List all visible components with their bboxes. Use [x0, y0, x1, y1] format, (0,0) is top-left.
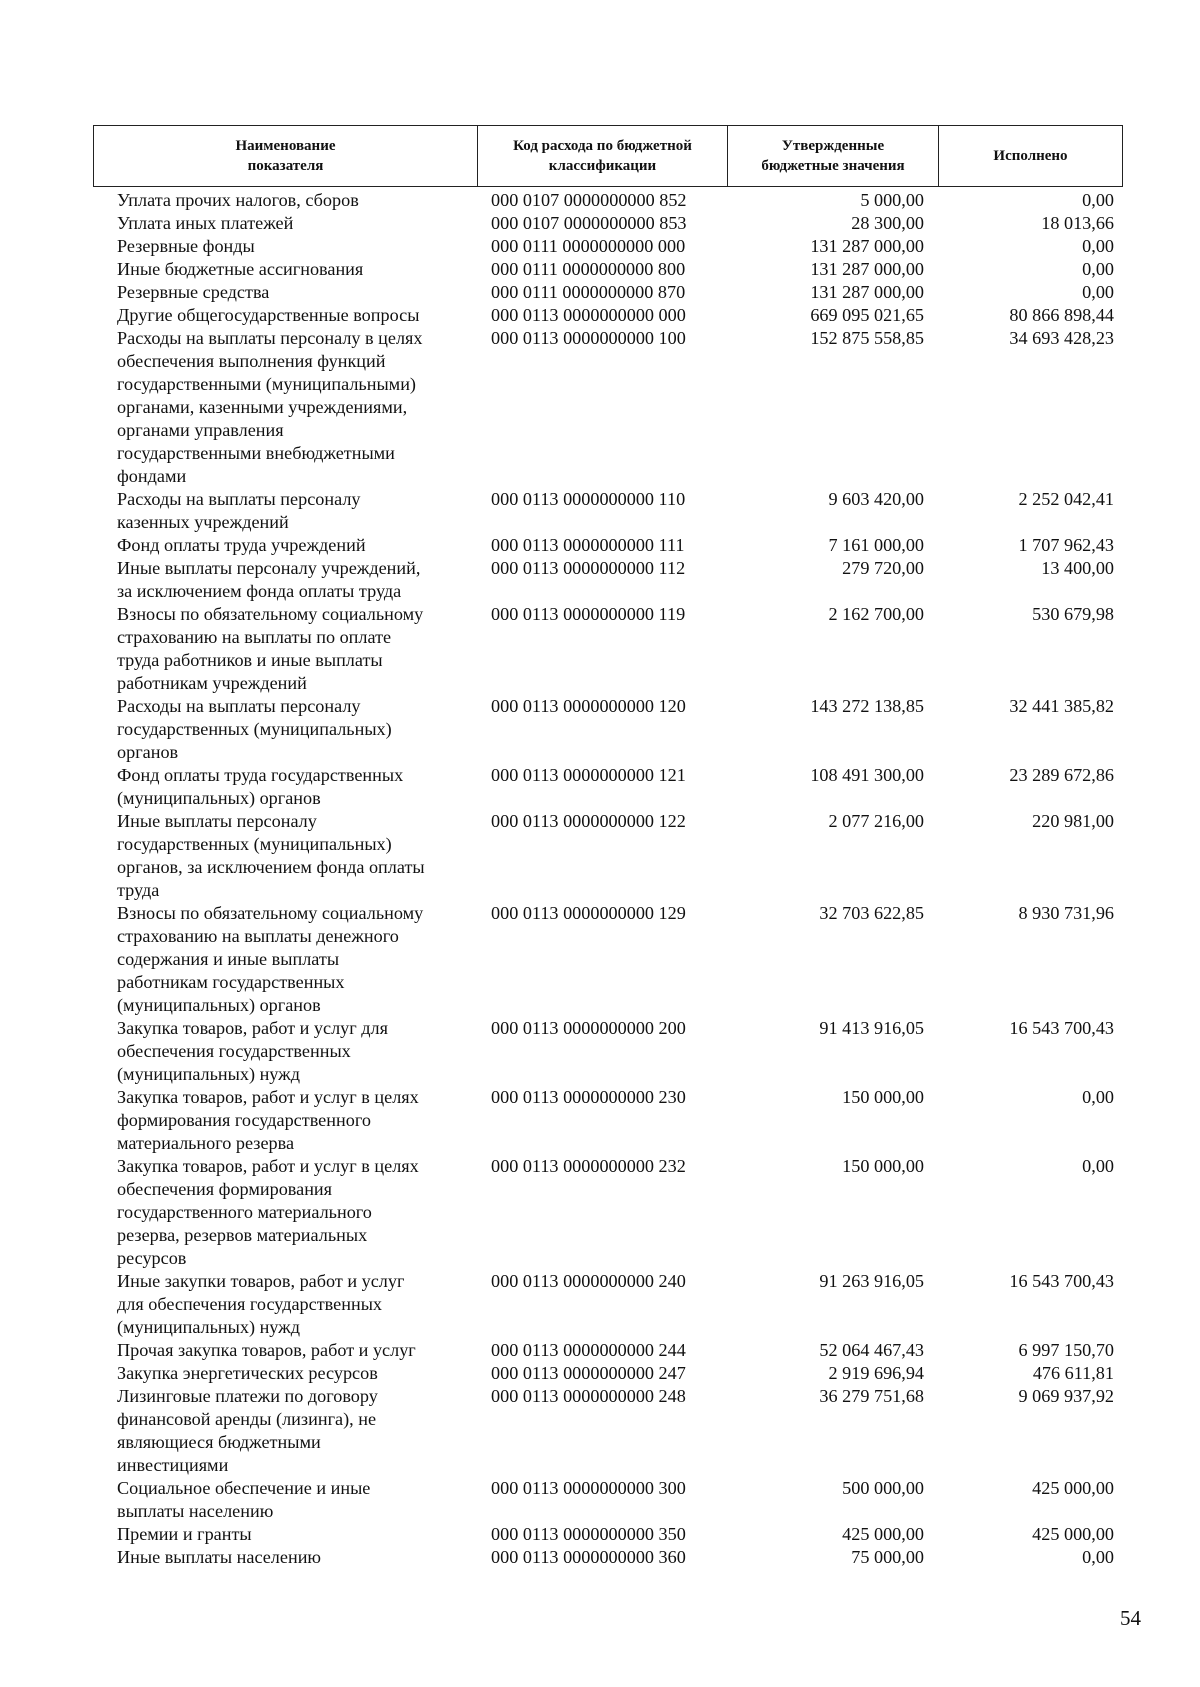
row-code: 000 0113 0000000000 110: [491, 489, 686, 509]
row-approved: 5 000,00: [860, 190, 924, 210]
row-executed: 18 013,66: [1041, 213, 1114, 233]
row-code: 000 0113 0000000000 244: [491, 1340, 686, 1360]
row-code: 000 0113 0000000000 247: [491, 1363, 686, 1383]
row-name: Взносы по обязательному социальному страхованию на выплаты по оплате труда работников и иные выплаты работникам учреждений: [117, 604, 424, 693]
row-approved: 91 263 916,05: [819, 1271, 924, 1291]
table-row: [93, 1385, 1122, 1477]
row-name: Взносы по обязательному социальному страхованию на выплаты денежного содержания и иные выплаты работникам государственных (муниципальных) органов: [117, 903, 424, 1015]
row-name: Уплата прочих налогов, сборов: [117, 190, 359, 210]
table-row: [93, 603, 1122, 695]
row-executed: 23 289 672,86: [1009, 765, 1114, 785]
row-approved: 279 720,00: [842, 558, 924, 578]
row-name: Закупка товаров, работ и услуг для обеспечения государственных (муниципальных) нужд: [117, 1018, 388, 1084]
row-code: 000 0113 0000000000 120: [491, 696, 686, 716]
row-executed: 1 707 962,43: [1018, 535, 1114, 555]
row-name: Фонд оплаты труда учреждений: [117, 535, 366, 555]
row-approved: 152 875 558,85: [810, 328, 924, 348]
row-name: Другие общегосударственные вопросы: [117, 305, 420, 325]
row-name: Закупка товаров, работ и услуг в целях обеспечения формирования государственного материального резерва, резервов материальных ресурсов: [117, 1156, 419, 1268]
row-executed: 530 679,98: [1032, 604, 1114, 624]
row-approved: 150 000,00: [842, 1156, 924, 1176]
row-name: Расходы на выплаты персоналу казенных учреждений: [117, 489, 361, 532]
row-name: Закупка товаров, работ и услуг в целях формирования государственного материального резерва: [117, 1087, 419, 1153]
header-code: Код расхода по бюджетной классификации: [478, 126, 728, 187]
row-name: Иные выплаты персоналу государственных (муниципальных) органов, за исключением фонда оплаты труда: [117, 811, 425, 900]
row-approved: 425 000,00: [842, 1524, 924, 1544]
table-row: [93, 534, 1122, 557]
row-approved: 143 272 138,85: [810, 696, 924, 716]
row-executed: 0,00: [1082, 259, 1114, 279]
row-name: Резервные средства: [117, 282, 270, 302]
row-name: Закупка энергетических ресурсов: [117, 1363, 378, 1383]
row-name: Расходы на выплаты персоналу государственных (муниципальных) органов: [117, 696, 392, 762]
budget-table: [93, 189, 1122, 1569]
row-code: 000 0113 0000000000 119: [491, 604, 686, 624]
row-name: Лизинговые платежи по договору финансовой аренды (лизинга), не являющиеся бюджетными инвестициями: [117, 1386, 378, 1475]
row-code: 000 0113 0000000000 112: [491, 558, 686, 578]
row-approved: 2 919 696,94: [828, 1363, 924, 1383]
header-executed: Исполнено: [939, 126, 1123, 187]
table-row: [93, 212, 1122, 235]
table-row: [93, 810, 1122, 902]
table-row: [93, 902, 1122, 1017]
row-executed: 8 930 731,96: [1018, 903, 1114, 923]
row-code: 000 0113 0000000000 111: [491, 535, 685, 555]
row-executed: 476 611,81: [1032, 1363, 1114, 1383]
row-code: 000 0113 0000000000 122: [491, 811, 686, 831]
table-row: [93, 1523, 1122, 1546]
row-name: Иные выплаты населению: [117, 1547, 322, 1567]
row-code: 000 0113 0000000000 360: [491, 1547, 686, 1567]
row-executed: 34 693 428,23: [1009, 328, 1114, 348]
row-code: 000 0113 0000000000 200: [491, 1018, 686, 1038]
row-executed: 0,00: [1082, 1087, 1114, 1107]
row-approved: 91 413 916,05: [819, 1018, 924, 1038]
row-executed: 425 000,00: [1032, 1478, 1114, 1498]
table-row: [93, 1546, 1122, 1569]
table-row: [93, 1017, 1122, 1086]
table-row: [93, 1477, 1122, 1523]
row-approved: 108 491 300,00: [810, 765, 924, 785]
row-approved: 36 279 751,68: [819, 1386, 924, 1406]
row-approved: 2 077 216,00: [828, 811, 924, 831]
row-name: Иные бюджетные ассигнования: [117, 259, 364, 279]
row-code: 000 0113 0000000000 248: [491, 1386, 686, 1406]
row-executed: 0,00: [1082, 190, 1114, 210]
row-executed: 13 400,00: [1041, 558, 1114, 578]
row-approved: 32 703 622,85: [819, 903, 924, 923]
row-code: 000 0111 0000000000 000: [491, 236, 686, 256]
row-approved: 75 000,00: [851, 1547, 924, 1567]
header-name: Наименование показателя: [94, 126, 478, 187]
table-row: [93, 1086, 1122, 1155]
row-name: Социальное обеспечение и иные выплаты населению: [117, 1478, 371, 1521]
row-approved: 500 000,00: [842, 1478, 924, 1498]
row-code: 000 0113 0000000000 121: [491, 765, 686, 785]
table-row: [93, 1339, 1122, 1362]
row-executed: 2 252 042,41: [1018, 489, 1114, 509]
row-name: Резервные фонды: [117, 236, 255, 256]
table-row: [93, 557, 1122, 603]
table-row: [93, 258, 1122, 281]
row-code: 000 0107 0000000000 852: [491, 190, 687, 210]
row-executed: 0,00: [1082, 1547, 1114, 1567]
table-row: [93, 304, 1122, 327]
table-row: [93, 1155, 1122, 1270]
table-row: [93, 235, 1122, 258]
row-approved: 669 095 021,65: [810, 305, 924, 325]
row-executed: 80 866 898,44: [1009, 305, 1114, 325]
row-code: 000 0113 0000000000 129: [491, 903, 686, 923]
table-row: [93, 1362, 1122, 1385]
row-name: Иные выплаты персоналу учреждений, за исключением фонда оплаты труда: [117, 558, 421, 601]
table-row: [93, 327, 1122, 488]
row-code: 000 0113 0000000000 350: [491, 1524, 686, 1544]
row-approved: 131 287 000,00: [810, 282, 924, 302]
row-code: 000 0113 0000000000 232: [491, 1156, 686, 1176]
page-number: 54: [1120, 1606, 1141, 1630]
row-approved: 52 064 467,43: [819, 1340, 924, 1360]
row-approved: 2 162 700,00: [828, 604, 924, 624]
row-code: 000 0111 0000000000 870: [491, 282, 686, 302]
row-executed: 220 981,00: [1032, 811, 1114, 831]
row-approved: 131 287 000,00: [810, 259, 924, 279]
row-code: 000 0113 0000000000 230: [491, 1087, 686, 1107]
table-row: [93, 695, 1122, 764]
table-row: [93, 764, 1122, 810]
table-row: [93, 1270, 1122, 1339]
row-executed: 32 441 385,82: [1009, 696, 1114, 716]
row-executed: 16 543 700,43: [1009, 1018, 1114, 1038]
row-approved: 28 300,00: [851, 213, 924, 233]
row-name: Прочая закупка товаров, работ и услуг: [117, 1340, 416, 1360]
table-header: [93, 125, 1123, 187]
table-row: [93, 488, 1122, 534]
header-approved: Утвержденные бюджетные значения: [728, 126, 939, 187]
row-executed: 0,00: [1082, 282, 1114, 302]
row-name: Фонд оплаты труда государственных (муниципальных) органов: [117, 765, 404, 808]
row-name: Уплата иных платежей: [117, 213, 294, 233]
row-code: 000 0113 0000000000 000: [491, 305, 686, 325]
row-approved: 150 000,00: [842, 1087, 924, 1107]
row-executed: 6 997 150,70: [1018, 1340, 1114, 1360]
row-name: Премии и гранты: [117, 1524, 252, 1544]
row-approved: 131 287 000,00: [810, 236, 924, 256]
row-executed: 0,00: [1082, 236, 1114, 256]
row-executed: 0,00: [1082, 1156, 1114, 1176]
row-approved: 7 161 000,00: [828, 535, 924, 555]
row-name: Расходы на выплаты персоналу в целях обеспечения выполнения функций государственными (муниципальными) органами, казенными учреждениями, органами управления государственными внебюджетными фондами: [117, 328, 423, 486]
table-row: [93, 189, 1122, 212]
row-code: 000 0111 0000000000 800: [491, 259, 686, 279]
row-executed: 425 000,00: [1032, 1524, 1114, 1544]
row-approved: 9 603 420,00: [828, 489, 924, 509]
row-code: 000 0107 0000000000 853: [491, 213, 687, 233]
row-code: 000 0113 0000000000 100: [491, 328, 686, 348]
row-name: Иные закупки товаров, работ и услуг для обеспечения государственных (муниципальных) нужд: [117, 1271, 405, 1337]
row-executed: 9 069 937,92: [1018, 1386, 1114, 1406]
header-row: [94, 126, 1123, 187]
row-code: 000 0113 0000000000 240: [491, 1271, 686, 1291]
table-row: [93, 281, 1122, 304]
row-executed: 16 543 700,43: [1009, 1271, 1114, 1291]
row-code: 000 0113 0000000000 300: [491, 1478, 686, 1498]
